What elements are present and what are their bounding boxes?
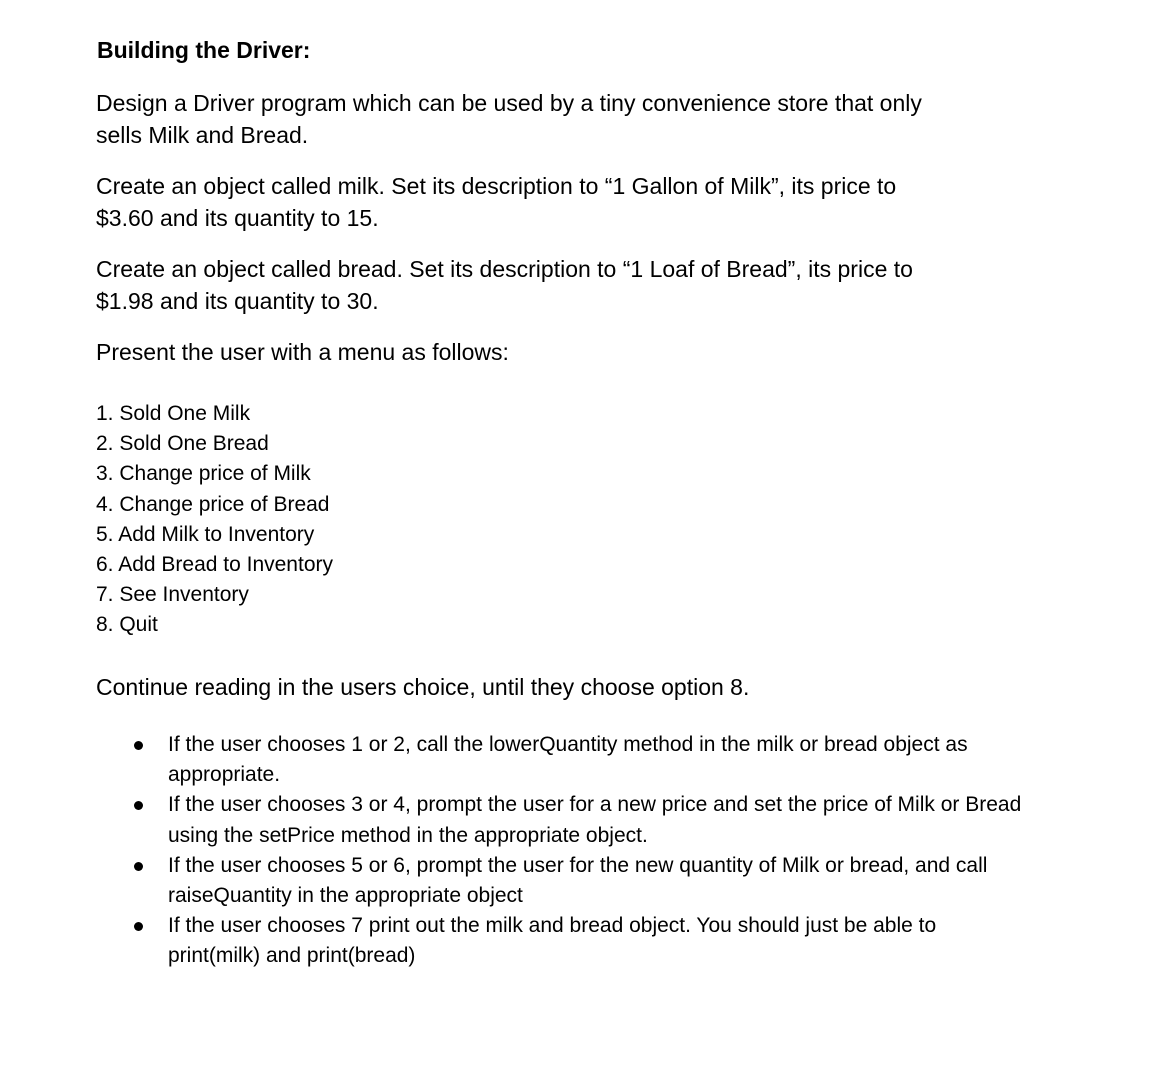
menu-list: [96, 399, 333, 641]
bullet-item: [130, 911, 1030, 971]
document-heading: Building the Driver:: [97, 37, 311, 63]
bread-paragraph: Create an object called bread. Set its description to “1 Loaf of Bread”, its price to $1.98 and its quantity to 30.: [96, 256, 913, 314]
continue-paragraph: Continue reading in the users choice, until they choose option 8.: [96, 674, 750, 700]
menu-item: 1. Sold One Milk: [96, 402, 251, 425]
menu-intro-paragraph: Present the user with a menu as follows:: [96, 339, 509, 365]
bullet-item: [130, 851, 1030, 911]
bullet-text: If the user chooses 5 or 6, prompt the user for the new quantity of Milk or bread, and call raiseQuantity in the appropriate object: [168, 853, 988, 908]
bullet-text: If the user chooses 3 or 4, prompt the user for a new price and set the price of Milk or Bread using the setPrice method in the appropriate object.: [168, 793, 1022, 847]
bullet-text: If the user chooses 7 print out the milk and bread object. You should just be able to print(milk) and print(bread): [168, 914, 937, 968]
intro-paragraph: Design a Driver program which can be used by a tiny convenience store that only sells Milk and Bread.: [96, 90, 922, 148]
bullet-dot-icon: [134, 741, 143, 750]
bullet-text: If the user chooses 1 or 2, call the lowerQuantity method in the milk or bread object as appropriate.: [168, 733, 968, 787]
menu-item: 6. Add Bread to Inventory: [96, 553, 333, 577]
menu-item: 4. Change price of Bread: [96, 492, 330, 516]
menu-item: 3. Change price of Milk: [96, 462, 311, 486]
menu-item: 5. Add Milk to Inventory: [96, 522, 315, 546]
bullet-list: [130, 730, 1030, 972]
menu-item: 7. See Inventory: [96, 583, 249, 607]
bullet-dot-icon: [134, 862, 143, 871]
menu-item: 2. Sold One Bread: [96, 432, 269, 456]
bullet-dot-icon: [134, 801, 143, 810]
bullet-dot-icon: [134, 922, 143, 931]
bullet-item: [130, 790, 1030, 850]
bullet-item: [130, 730, 1030, 790]
menu-item: 8. Quit: [96, 613, 158, 637]
milk-paragraph: Create an object called milk. Set its description to “1 Gallon of Milk”, its price to $3.60 and its quantity to 15.: [96, 173, 897, 231]
